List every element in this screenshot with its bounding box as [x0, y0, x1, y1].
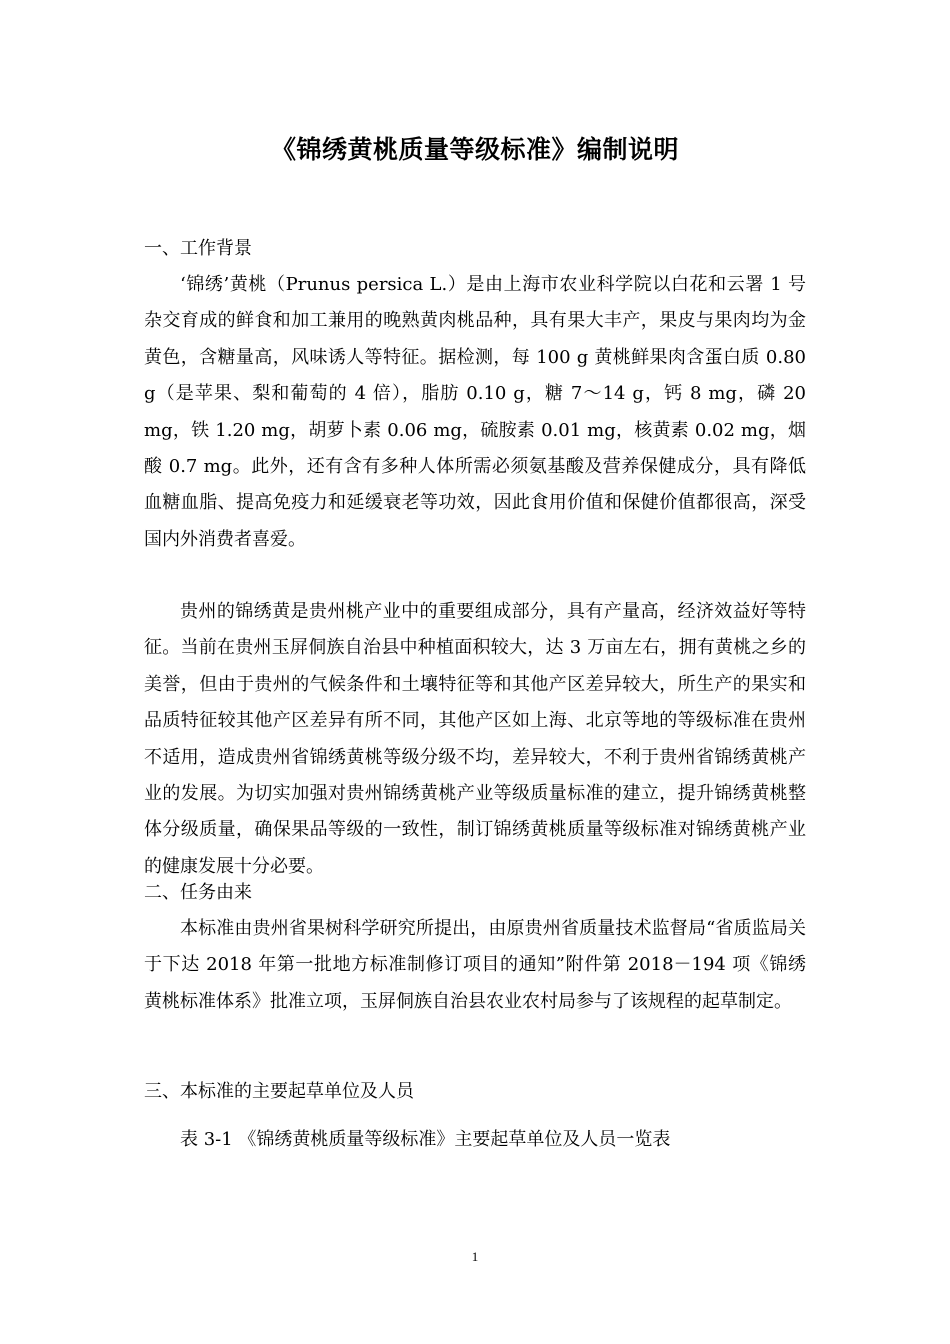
- section-heading-drafting-units: 三、本标准的主要起草单位及人员: [144, 1081, 414, 1102]
- section-heading-task-origin: 二、任务由来: [144, 882, 252, 903]
- paragraph-guizhou-industry: 贵州的锦绣黄是贵州桃产业中的重要组成部分，具有产量高，经济效益好等特征。当前在贵州玉屏侗族自治县中种植面积较大，达 3 万亩左右，拥有黄桃之乡的美誉，但由于贵州的气候条件和土壤特征等和其他产区差异较大，所生产的果实和品质特征较其他产区差异有所不同，其他产区如上海、北京等地的等级标准在贵州不适用，造成贵州省锦绣黄桃等级分级不均，差异较大，不利于贵州省锦绣黄桃产业的发展。为切实加强对贵州锦绣黄桃产业等级质量标准的建立，提升锦绣黄桃整体分级质量，确保果品等级的一致性，制订锦绣黄桃质量等级标准对锦绣黄桃产业的健康发展十分必要。: [144, 601, 806, 877]
- section-heading-background: 一、工作背景: [144, 238, 252, 259]
- paragraph-variety-description: ‘锦绣’黄桃（Prunus persica L.）是由上海市农业科学院以白花和云署 1 号杂交育成的鲜食和加工兼用的晚熟黄肉桃品种，具有果大丰产，果皮与果肉均为金黄色，含糖量高，风味诱人等特征。据检测，每 100 g 黄桃鲜果肉含蛋白质 0.80 g（是苹果、梨和葡萄的 4 倍），脂肪 0.10 g，糖 7～14 g，钙 8 mg，磷 20 mg，铁 1.20 mg，胡萝卜素 0.06 mg，硫胺素 0.01 mg，核黄素 0.02 mg，烟酸 0.7 mg。此外，还有含有多种人体所需必须氨基酸及营养保健成分，具有降低血糖血脂、提高免疫力和延缓衰老等功效，因此食用价值和保健价值都很高，深受国内外消费者喜爱。: [144, 274, 806, 550]
- document-title: 《锦绣黄桃质量等级标准》编制说明: [270, 135, 679, 164]
- paragraph-task-origin: 本标准由贵州省果树科学研究所提出，由原贵州省质量技术监督局“省质监局关于下达 2018 年第一批地方标准制修订项目的通知”附件第 2018－194 项《锦绣黄桃标准体系》批准立项，玉屏侗族自治县农业农村局参与了该规程的起草制定。: [144, 918, 806, 1012]
- page-number: 1: [471, 1249, 479, 1264]
- table-caption: 表 3-1 《锦绣黄桃质量等级标准》主要起草单位及人员一览表: [180, 1129, 671, 1150]
